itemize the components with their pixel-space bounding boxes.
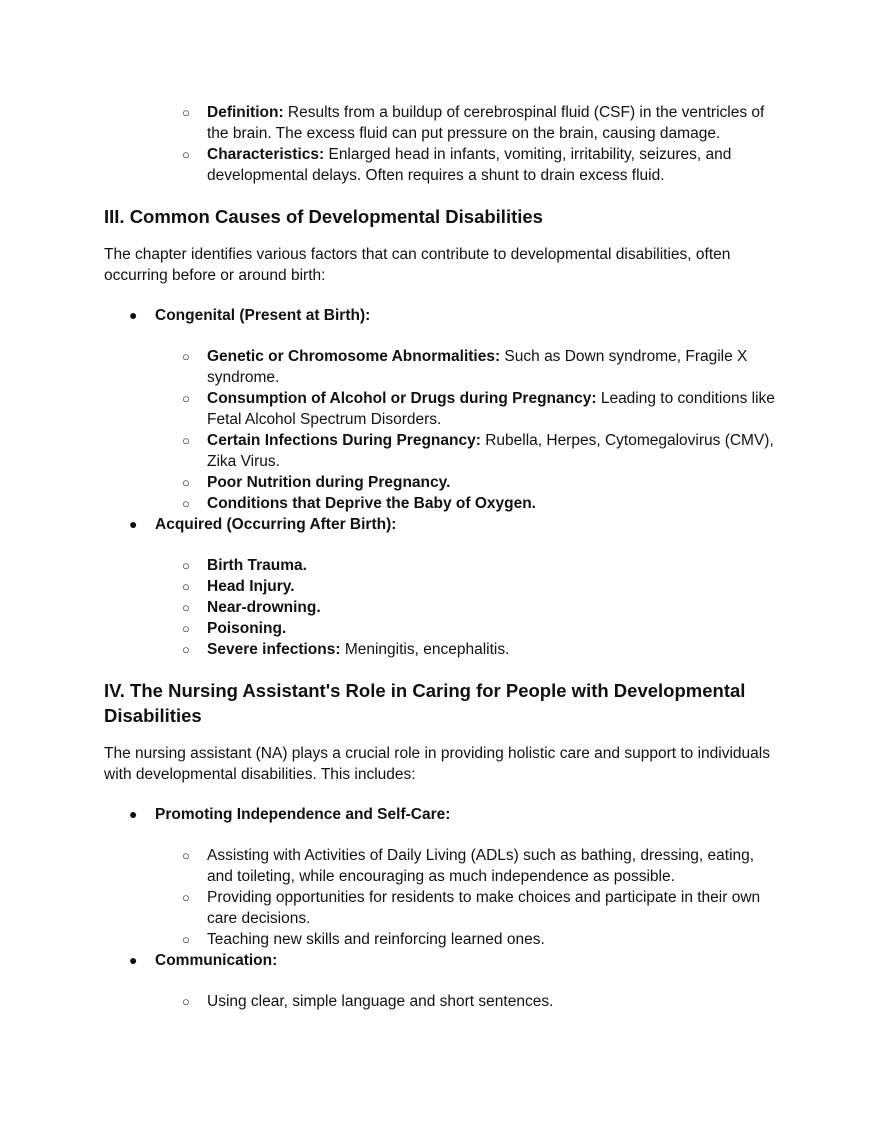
item-term: Severe infections: — [207, 641, 341, 658]
item-text: Rubella, Herpes, Cytomegalovirus (CMV), Zika Virus. — [207, 432, 774, 470]
item-term: Characteristics: — [207, 146, 325, 163]
list-item — [104, 472, 784, 493]
list-item — [104, 804, 784, 825]
item-term: Consumption of Alcohol or Drugs during Pregnancy: — [207, 390, 597, 407]
hollow-bullet-icon: ○ — [182, 105, 190, 120]
list-item — [104, 305, 784, 326]
list-item — [104, 388, 784, 430]
hollow-bullet-icon: ○ — [182, 475, 190, 490]
item-term: Genetic or Chromosome Abnormalities: — [207, 348, 501, 365]
item-term: Birth Trauma. — [207, 557, 307, 574]
hollow-bullet-icon: ○ — [182, 932, 190, 947]
hollow-bullet-icon: ○ — [182, 579, 190, 594]
list-heading: Communication: — [155, 952, 278, 969]
hollow-bullet-icon: ○ — [182, 890, 190, 905]
item-text: Teaching new skills and reinforcing learned ones. — [207, 931, 545, 948]
list-item — [104, 346, 784, 388]
list-heading: Congenital (Present at Birth): — [155, 307, 371, 324]
hollow-bullet-icon: ○ — [182, 600, 190, 615]
section-intro: The nursing assistant (NA) plays a crucial role in providing holistic care and support to individuals with developmental disabilities. This includes: — [104, 745, 770, 783]
item-text: Such as Down syndrome, Fragile X syndrome. — [207, 348, 748, 386]
list-heading: Acquired (Occurring After Birth): — [155, 516, 397, 533]
list-item — [104, 845, 784, 887]
item-text: Meningitis, encephalitis. — [340, 641, 510, 658]
item-text: Providing opportunities for residents to make choices and participate in their own care decisions. — [207, 889, 761, 927]
list-item — [104, 597, 784, 618]
hollow-bullet-icon: ○ — [182, 848, 190, 863]
list-item — [104, 555, 784, 576]
hollow-bullet-icon: ○ — [182, 147, 190, 162]
section-heading: III. Common Causes of Developmental Disabilities — [104, 206, 543, 227]
hollow-bullet-icon: ○ — [182, 349, 190, 364]
hollow-bullet-icon: ○ — [182, 433, 190, 448]
list-item — [104, 514, 784, 535]
list-item — [104, 618, 784, 639]
list-item — [104, 639, 784, 660]
hollow-bullet-icon: ○ — [182, 558, 190, 573]
item-term: Certain Infections During Pregnancy: — [207, 432, 481, 449]
list-item — [104, 929, 784, 950]
item-text: Leading to conditions like Fetal Alcohol Spectrum Disorders. — [207, 390, 775, 428]
list-item — [104, 493, 784, 514]
section-heading: IV. The Nursing Assistant's Role in Caring for People with Developmental Disabilities — [104, 680, 746, 726]
item-text: Assisting with Activities of Daily Living (ADLs) such as bathing, dressing, eating, and toileting, while encouraging as much independence as possible. — [207, 847, 755, 885]
item-term: Head Injury. — [207, 578, 295, 595]
filled-bullet-icon: ● — [129, 307, 138, 323]
list-item — [104, 430, 784, 472]
item-text: Using clear, simple language and short sentences. — [207, 993, 554, 1010]
item-term: Conditions that Deprive the Baby of Oxygen. — [207, 495, 536, 512]
list-item — [104, 991, 784, 1012]
hollow-bullet-icon: ○ — [182, 621, 190, 636]
filled-bullet-icon: ● — [129, 516, 138, 532]
hollow-bullet-icon: ○ — [182, 496, 190, 511]
section-intro: The chapter identifies various factors that can contribute to developmental disabilities, often occurring before or around birth: — [104, 246, 731, 284]
list-item — [104, 102, 784, 144]
list-item — [104, 576, 784, 597]
item-text: Enlarged head in infants, vomiting, irritability, seizures, and developmental delays. Often requires a shunt to drain excess fluid. — [207, 146, 732, 184]
list-item — [104, 144, 784, 186]
item-term: Poisoning. — [207, 620, 287, 637]
document-page — [104, 102, 784, 1012]
list-heading: Promoting Independence and Self-Care: — [155, 806, 451, 823]
item-term: Near-drowning. — [207, 599, 321, 616]
item-term: Definition: — [207, 104, 284, 121]
list-item — [104, 950, 784, 971]
filled-bullet-icon: ● — [129, 952, 138, 968]
hollow-bullet-icon: ○ — [182, 391, 190, 406]
hollow-bullet-icon: ○ — [182, 994, 190, 1009]
hollow-bullet-icon: ○ — [182, 642, 190, 657]
item-term: Poor Nutrition during Pregnancy. — [207, 474, 451, 491]
list-item — [104, 887, 784, 929]
item-text: Results from a buildup of cerebrospinal fluid (CSF) in the ventricles of the brain. The excess fluid can put pressure on the brain, causing damage. — [207, 104, 765, 142]
filled-bullet-icon: ● — [129, 806, 138, 822]
